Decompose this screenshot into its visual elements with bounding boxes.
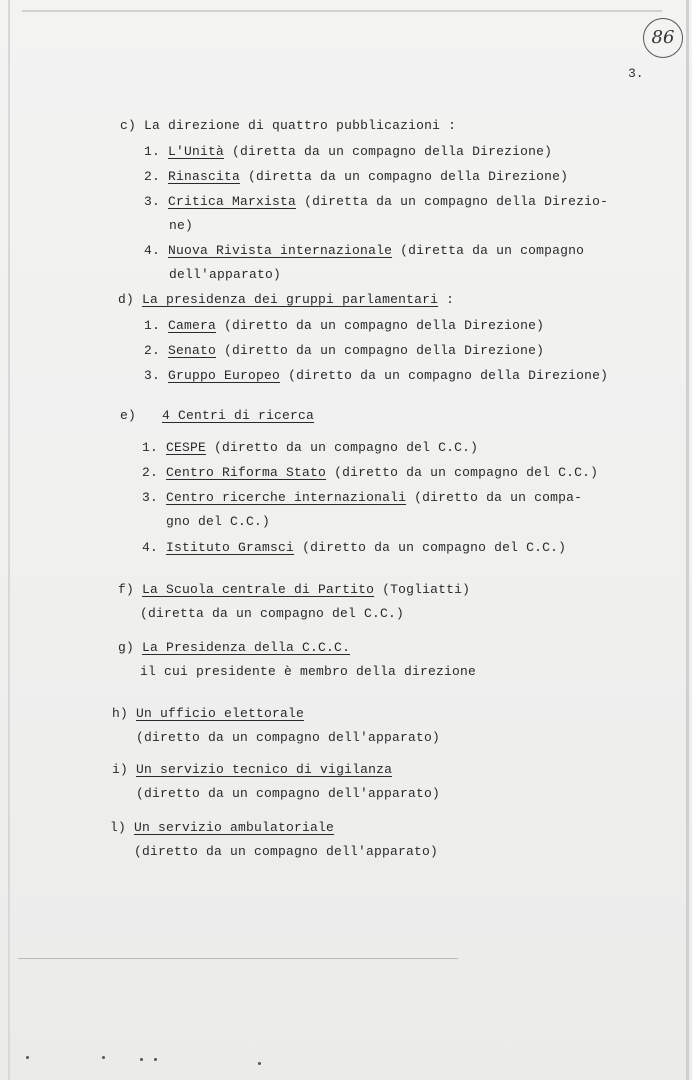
section-title-suffix: :	[438, 292, 455, 307]
item-name: Gruppo Europeo	[168, 368, 281, 383]
handwritten-page-stamp: 86	[643, 18, 683, 58]
section-label: e)	[120, 408, 137, 423]
item-number: 4.	[144, 243, 161, 258]
item-description: (diretta da un compagno della Direzione)	[224, 144, 553, 159]
item-number: 4.	[142, 540, 159, 555]
list-item	[144, 343, 544, 358]
item-description: (diretto da un compa-	[406, 490, 583, 505]
item-continuation: gno del C.C.)	[166, 514, 271, 529]
section-label: g)	[118, 640, 135, 655]
section-i-heading	[112, 762, 392, 777]
list-item	[142, 490, 582, 505]
list-item	[144, 243, 584, 258]
section-title: Un ufficio elettorale	[136, 706, 305, 721]
item-description: (diretto da un compagno del C.C.)	[326, 465, 599, 480]
section-label: l)	[110, 820, 127, 835]
item-continuation: dell'apparato)	[169, 267, 282, 282]
section-title: La Presidenza della C.C.C.	[142, 640, 351, 655]
section-title: Un servizio ambulatoriale	[134, 820, 335, 835]
scan-edge-right	[686, 0, 689, 1080]
item-number: 1.	[142, 440, 159, 455]
list-item	[142, 465, 598, 480]
section-title: La Scuola centrale di Partito	[142, 582, 375, 597]
item-description: (diretto da un compagno della Direzione)	[280, 368, 609, 383]
item-number: 2.	[142, 465, 159, 480]
section-title: 4 Centri di ricerca	[162, 408, 315, 423]
scan-speck	[102, 1056, 105, 1059]
item-name: Critica Marxista	[168, 194, 297, 209]
section-label: i)	[112, 762, 129, 777]
item-number: 3.	[142, 490, 159, 505]
scan-speck	[140, 1058, 143, 1061]
item-description: (diretta da un compagno	[392, 243, 585, 258]
scan-edge-top	[22, 10, 662, 12]
list-item	[142, 540, 566, 555]
section-e-heading	[120, 408, 336, 423]
scan-speck	[258, 1062, 261, 1065]
scan-speck	[26, 1056, 29, 1059]
section-title: La direzione di quattro pubblicazioni :	[144, 118, 457, 133]
item-name: Nuova Rivista internazionale	[168, 243, 393, 258]
item-name: Centro Riforma Stato	[166, 465, 327, 480]
scan-speck	[154, 1058, 157, 1061]
item-name: CESPE	[166, 440, 207, 455]
list-item	[144, 194, 608, 209]
section-l-heading	[110, 820, 334, 835]
list-item	[144, 368, 608, 383]
section-label: f)	[118, 582, 135, 597]
section-label: h)	[112, 706, 129, 721]
scan-edge-left	[8, 0, 10, 1080]
section-subline: (diretto da un compagno dell'apparato)	[136, 786, 441, 801]
section-d-heading	[118, 292, 454, 307]
section-subline: (diretto da un compagno dell'apparato)	[134, 844, 439, 859]
item-continuation: ne)	[169, 218, 194, 233]
page-number: 3.	[628, 66, 644, 81]
section-label: c)	[120, 118, 137, 133]
section-h-heading	[112, 706, 304, 721]
list-item	[144, 144, 552, 159]
item-number: 1.	[144, 144, 161, 159]
item-name: Istituto Gramsci	[166, 540, 295, 555]
item-number: 3.	[144, 368, 161, 383]
section-label: d)	[118, 292, 135, 307]
item-name: Rinascita	[168, 169, 241, 184]
item-description: (diretto da un compagno della Direzione)	[216, 318, 545, 333]
item-name: Centro ricerche internazionali	[166, 490, 407, 505]
item-description: (diretto da un compagno della Direzione)	[216, 343, 545, 358]
section-title: La presidenza dei gruppi parlamentari	[142, 292, 439, 307]
section-title-suffix: (Togliatti)	[374, 582, 471, 597]
section-g-heading	[118, 640, 350, 655]
item-number: 3.	[144, 194, 161, 209]
item-description: (diretta da un compagno della Direzio-	[296, 194, 609, 209]
list-item	[142, 440, 478, 455]
section-c-heading	[120, 118, 456, 133]
item-number: 1.	[144, 318, 161, 333]
section-subline: (diretto da un compagno dell'apparato)	[136, 730, 441, 745]
item-description: (diretta da un compagno della Direzione)	[240, 169, 569, 184]
item-name: L'Unità	[168, 144, 225, 159]
list-item	[144, 318, 544, 333]
section-title: Un servizio tecnico di vigilanza	[136, 762, 393, 777]
item-description: (diretto da un compagno del C.C.)	[294, 540, 567, 555]
item-description: (diretto da un compagno del C.C.)	[206, 440, 479, 455]
item-number: 2.	[144, 343, 161, 358]
item-number: 2.	[144, 169, 161, 184]
section-subline: il cui presidente è membro della direzione	[140, 664, 477, 679]
list-item	[144, 169, 568, 184]
item-name: Camera	[168, 318, 217, 333]
item-name: Senato	[168, 343, 217, 358]
section-f-heading	[118, 582, 470, 597]
scan-artifact-line	[18, 958, 458, 959]
section-subline: (diretta da un compagno del C.C.)	[140, 606, 405, 621]
